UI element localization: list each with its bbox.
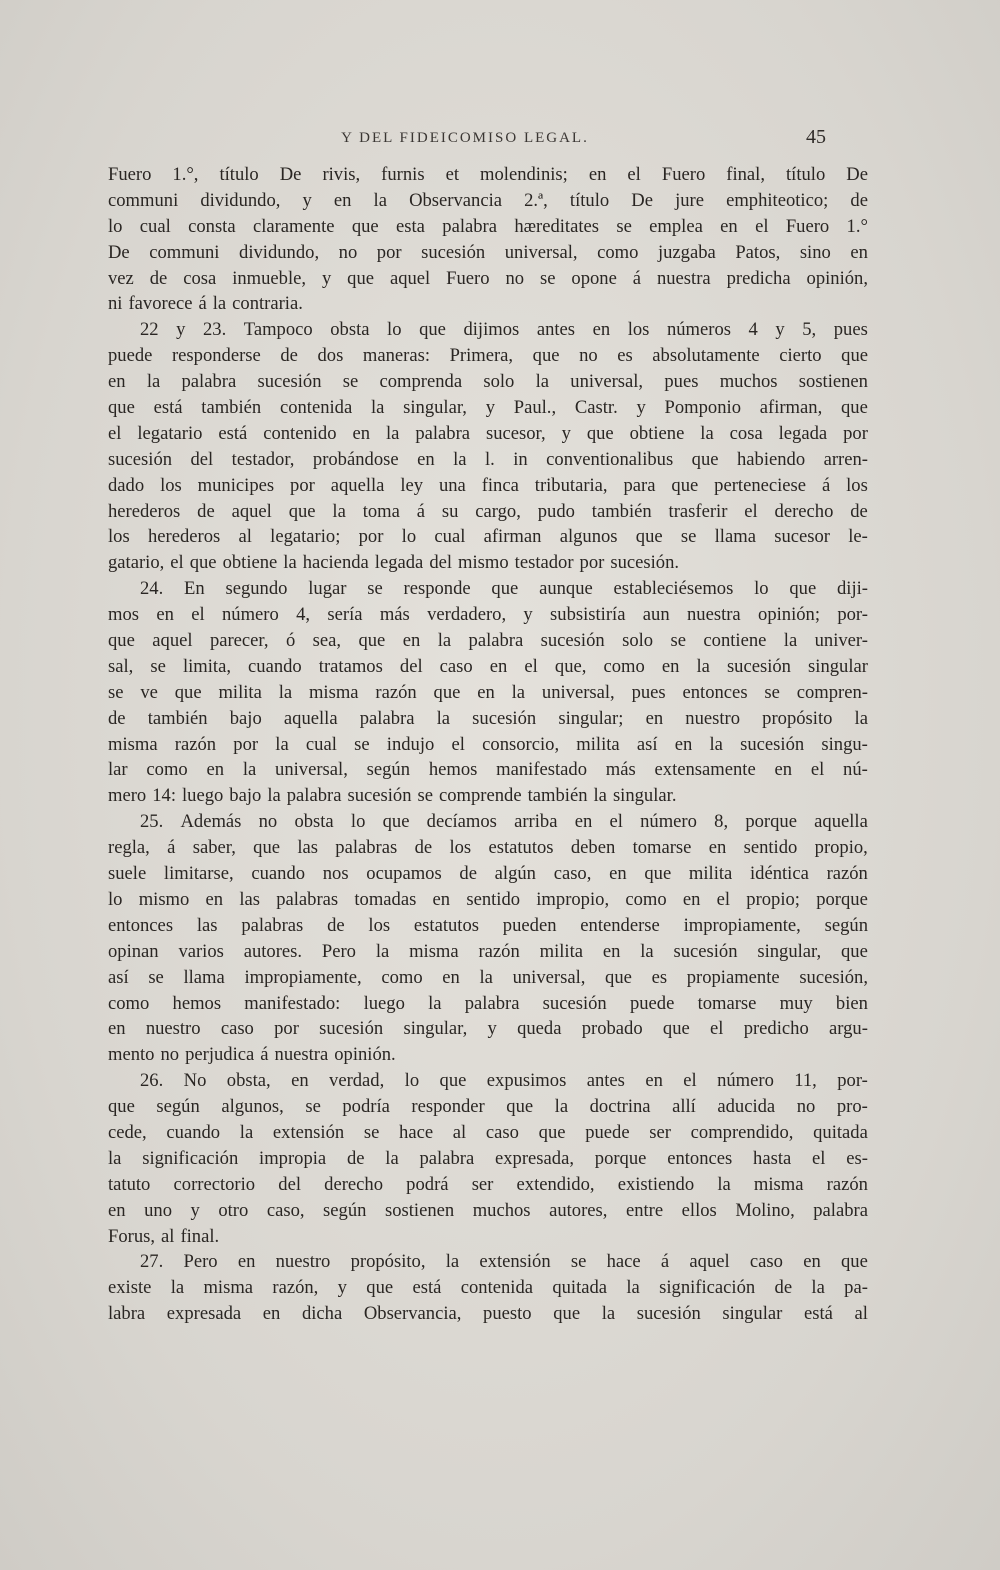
text-line: 27. Pero en nuestro propósito, la extensión se hace á aquel caso en que — [140, 1251, 868, 1273]
text-line: que está también contenida la singular, y Paul., Castr. y Pomponio afirman, que — [108, 397, 868, 419]
running-title: Y DEL FIDEICOMISO LEGAL. — [341, 130, 589, 146]
text-line: lo mismo en las palabras tomadas en sentido impropio, como en el propio; porque — [108, 888, 868, 910]
text-line: misma razón por la cual se indujo el consorcio, milita así en la sucesión singu- — [108, 733, 868, 755]
text-line: opinan varios autores. Pero la misma razón milita en la sucesión singular, que — [108, 940, 868, 962]
text-line: se ve que milita la misma razón que en la universal, pues entonces se compren- — [108, 681, 868, 703]
text-line: en nuestro caso por sucesión singular, y queda probado que el predicho argu- — [108, 1018, 868, 1040]
text-line: existe la misma razón, y que está contenida quitada la significación de la pa- — [108, 1277, 868, 1299]
text-line: sal, se limita, cuando tratamos del caso en el que, como en la sucesión singular — [108, 655, 868, 677]
text-line: en la palabra sucesión se comprenda solo la universal, pues muchos sostienen — [108, 371, 868, 393]
text-line: 26. No obsta, en verdad, lo que expusimos antes en el número 11, por- — [140, 1070, 868, 1092]
running-head — [100, 126, 830, 154]
text-line: de también bajo aquella palabra la sucesión singular; en nuestro propósito la — [108, 707, 868, 729]
text-line: el legatario está contenido en la palabra sucesor, y que obtiene la cosa legada por — [108, 422, 868, 444]
text-line: suele limitarse, cuando nos ocupamos de algún caso, en que milita idéntica razón — [108, 863, 868, 885]
text-line: ni favorece á la contraria. — [108, 293, 303, 315]
text-line: lo cual consta claramente que esta palabra hæreditates se emplea en el Fuero 1.° — [108, 215, 868, 237]
text-line: Fuero 1.°, título De rivis, furnis et molendinis; en el Fuero final, título De — [108, 164, 868, 185]
text-line: entonces las palabras de los estatutos pueden entenderse impropiamente, según — [108, 914, 868, 936]
text-line: De communi dividundo, no por sucesión universal, como juzgaba Patos, sino en — [108, 241, 868, 263]
text-line: 22 y 23. Tampoco obsta lo que dijimos antes en los números 4 y 5, pues — [140, 319, 868, 341]
text-line: que según algunos, se podría responder que la doctrina allí aducida no pro- — [108, 1096, 868, 1118]
text-line: así se llama impropiamente, como en la universal, que es propiamente sucesión, — [108, 966, 868, 988]
text-line: sucesión del testador, probándose en la l. in conventionalibus que habiendo arren- — [108, 448, 868, 470]
text-line: que aquel parecer, ó sea, que en la palabra sucesión solo se contiene la univer- — [108, 630, 868, 652]
page-number: 45 — [806, 126, 826, 148]
text-line: en uno y otro caso, según sostienen muchos autores, entre ellos Molino, palabra — [108, 1199, 868, 1221]
text-line: mero 14: luego bajo la palabra sucesión se comprende también la singular. — [108, 785, 677, 807]
text-line: como hemos manifestado: luego la palabra sucesión puede tomarse muy bien — [108, 992, 868, 1014]
text-line: puede responderse de dos maneras: Primera, que no es absolutamente cierto que — [108, 345, 868, 367]
text-line: los herederos al legatario; por lo cual afirman algunos que se llama sucesor le- — [108, 526, 868, 548]
text-line: mento no perjudica á nuestra opinión. — [108, 1044, 396, 1066]
text-line: dado los municipes por aquella ley una finca tributaria, para que perteneciese á los — [108, 474, 868, 496]
text-line: gatario, el que obtiene la hacienda legada del mismo testador por sucesión. — [108, 552, 680, 574]
text-line: cede, cuando la extensión se hace al caso que puede ser comprendido, quitada — [108, 1121, 868, 1143]
text-line: vez de cosa inmueble, y que aquel Fuero no se opone á nuestra predicha opinión, — [108, 267, 868, 289]
text-line: Forus, al final. — [108, 1225, 220, 1247]
text-line: labra expresada en dicha Observancia, puesto que la sucesión singular está al — [108, 1303, 868, 1325]
text-line: lar como en la universal, según hemos manifestado más extensamente en el nú- — [108, 759, 868, 781]
text-line: herederos de aquel que la toma á su cargo, pudo también trasferir el derecho de — [108, 500, 868, 522]
text-line: communi dividundo, y en la Observancia 2.ª, título De jure emphiteotico; de — [108, 189, 868, 211]
text-line: mos en el número 4, sería más verdadero, y subsistiría aun nuestra opinión; por- — [108, 604, 868, 626]
body-text — [108, 162, 868, 1327]
text-line: 24. En segundo lugar se responde que aunque estableciésemos lo que diji- — [140, 578, 868, 600]
text-line: regla, á saber, que las palabras de los estatutos deben tomarse en sentido propio, — [108, 837, 868, 859]
text-line: tatuto correctorio del derecho podrá ser extendido, existiendo la misma razón — [108, 1173, 868, 1195]
text-line: la significación impropia de la palabra expresada, porque entonces hasta el es- — [108, 1147, 868, 1169]
text-line: 25. Además no obsta lo que decíamos arriba en el número 8, porque aquella — [140, 811, 868, 833]
